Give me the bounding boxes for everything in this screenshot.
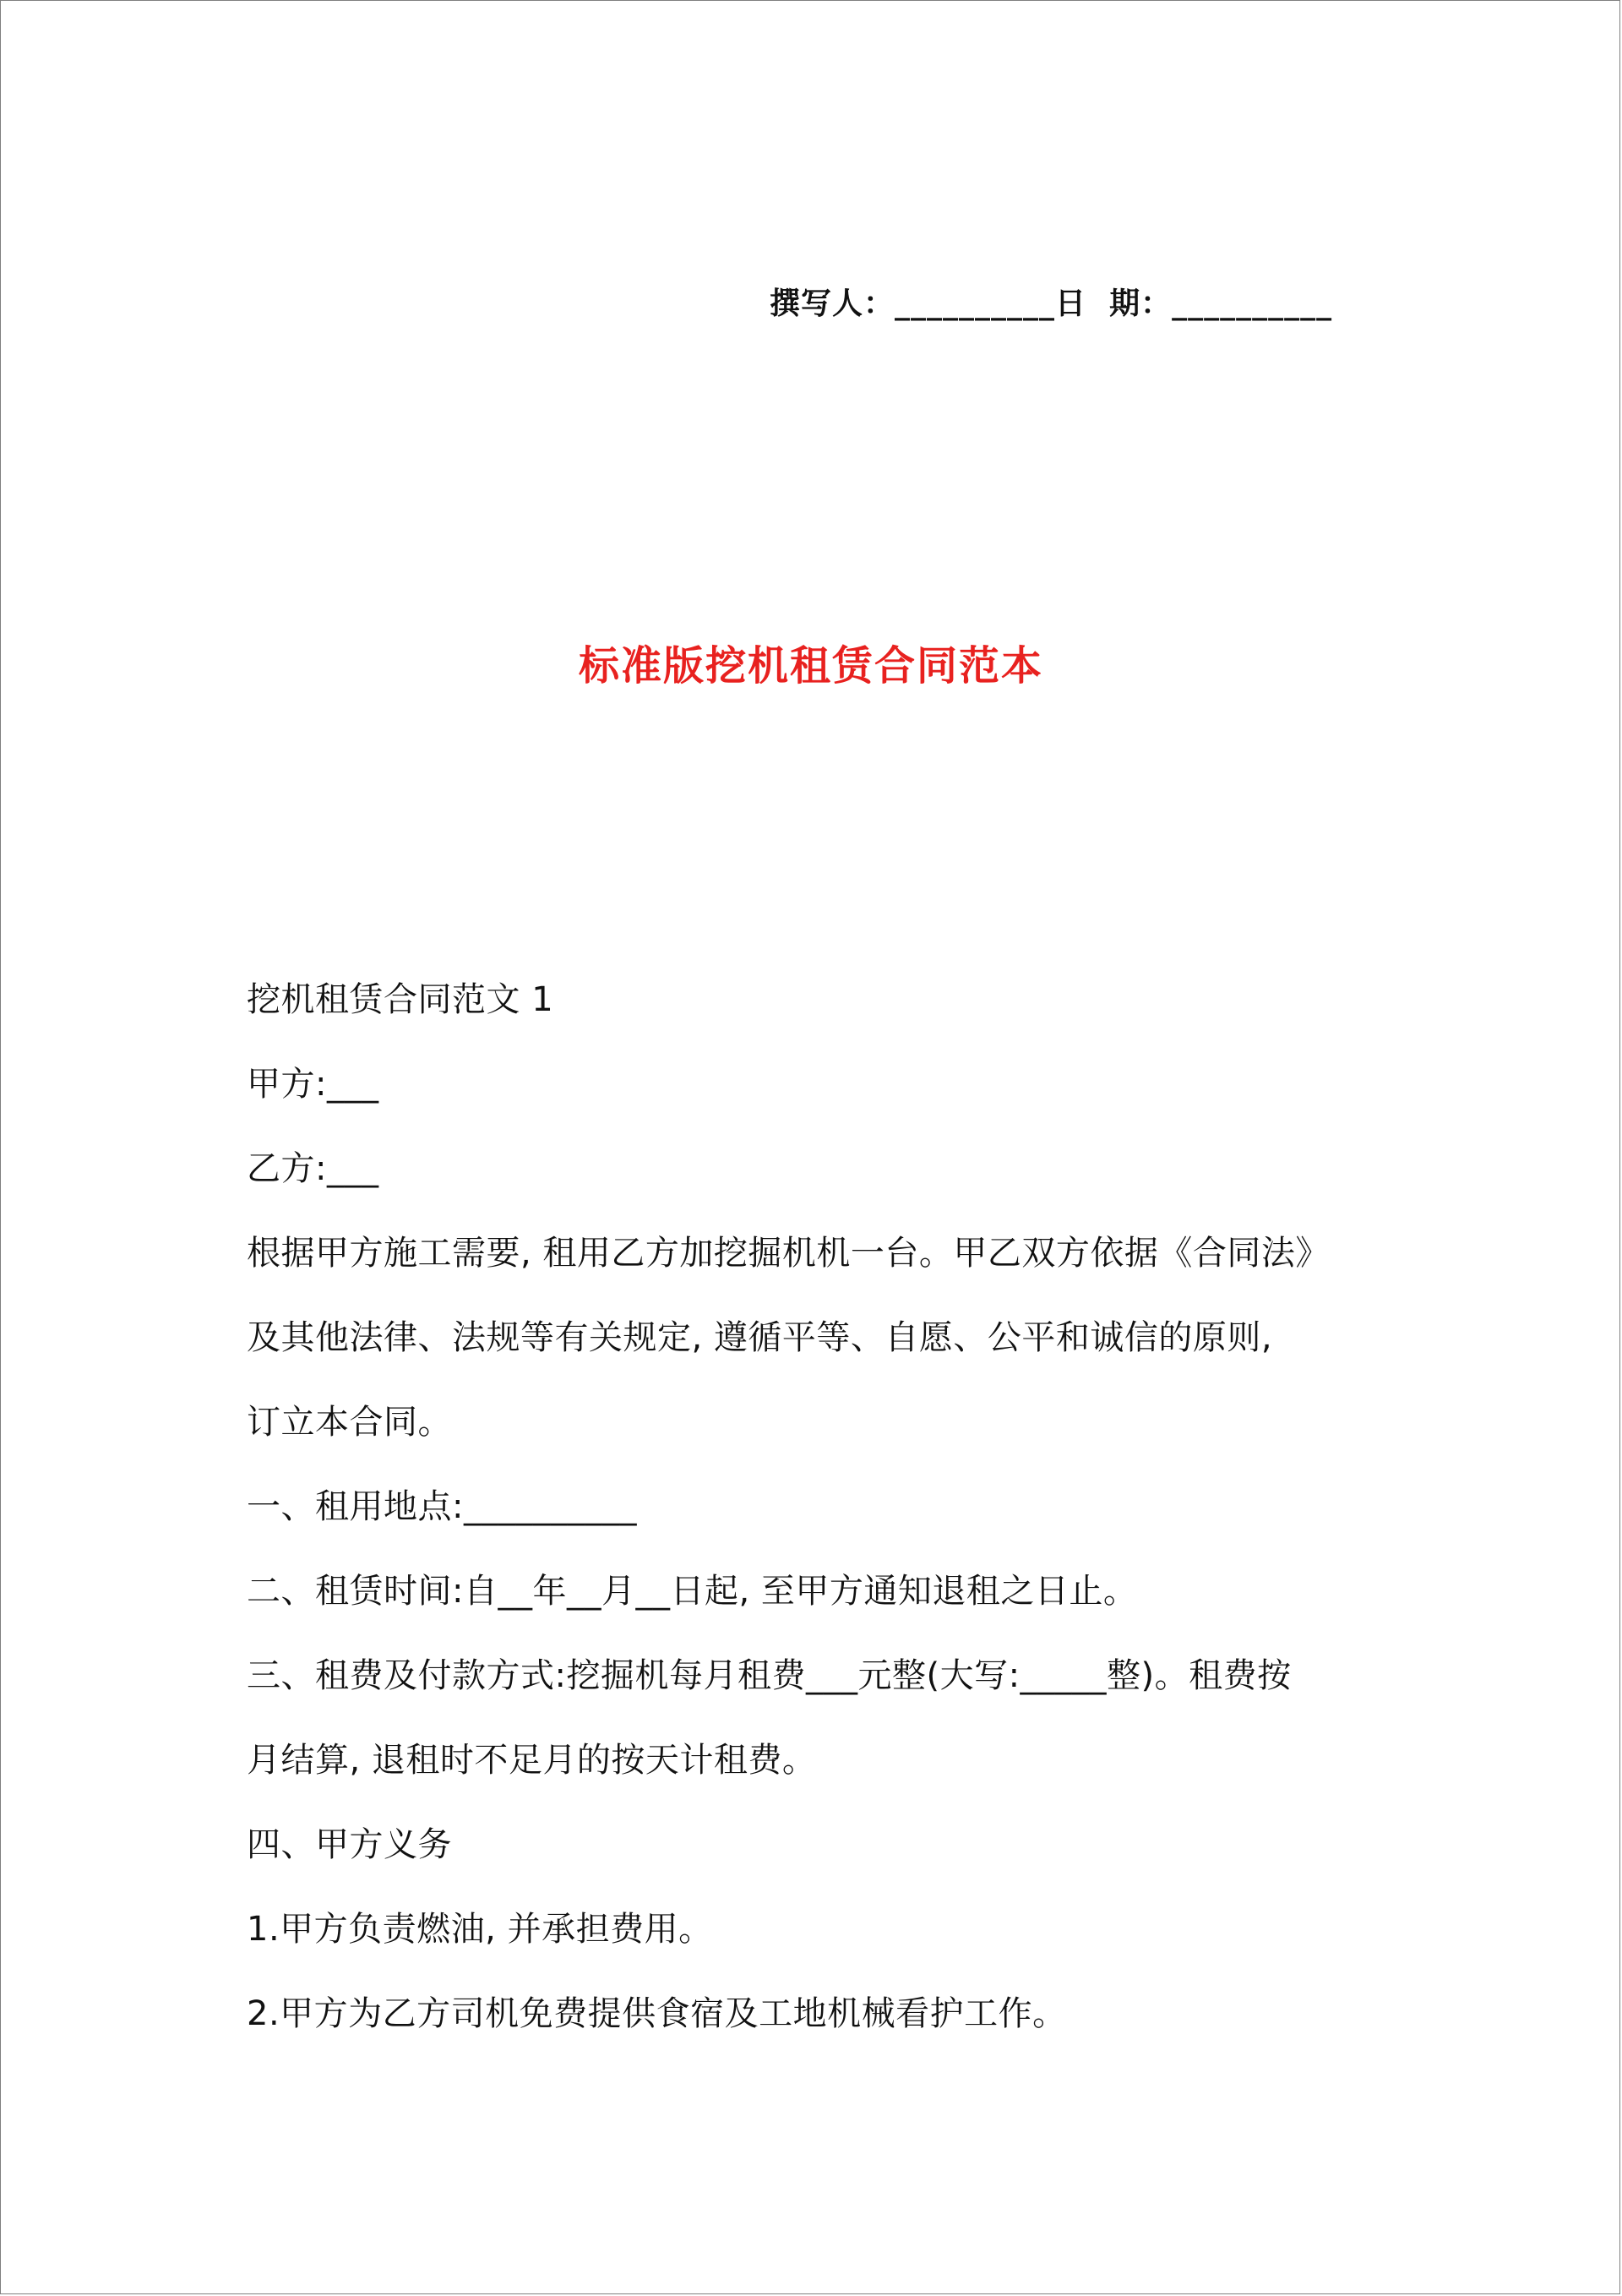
document-body xyxy=(247,957,1429,2056)
party-b-line: 乙方:___ xyxy=(247,1149,379,1188)
clause-fee-line-2: 月结算, 退租时不足月的按天计租费。 xyxy=(247,1741,817,1780)
clause-location: 一、租用地点:__________ xyxy=(247,1487,637,1526)
clause-party-a-duties: 四、甲方义务 xyxy=(247,1825,452,1864)
writer-date-line: 撰写人：__________日 期：__________ xyxy=(770,286,1333,321)
party-a-line: 甲方:___ xyxy=(247,1065,379,1104)
clause-rental-period: 二、租赁时间:自__年__月__日起, 至甲方通知退租之日止。 xyxy=(247,1572,1138,1611)
clause-fee-line-1: 三、租费及付款方式:挖掘机每月租费___元整(大写:_____整)。租费按 xyxy=(247,1656,1292,1695)
intro-line-3: 订立本合同。 xyxy=(247,1403,452,1442)
duty-item-2: 2.甲方为乙方司机免费提供食宿及工地机械看护工作。 xyxy=(247,1994,1067,2033)
intro-line-2: 及其他法律、法规等有关规定, 遵循平等、自愿、公平和诚信的原则, xyxy=(247,1318,1273,1357)
document-title: 标准版挖机租赁合同范本 xyxy=(578,642,1043,690)
duty-item-1: 1.甲方负责燃油, 并承担费用。 xyxy=(247,1910,713,1949)
contract-subtitle: 挖机租赁合同范文 1 xyxy=(247,980,554,1019)
intro-line-1: 根据甲方施工需要, 租用乙方加挖掘机机一台。甲乙双方依据《合同法》 xyxy=(247,1234,1330,1273)
